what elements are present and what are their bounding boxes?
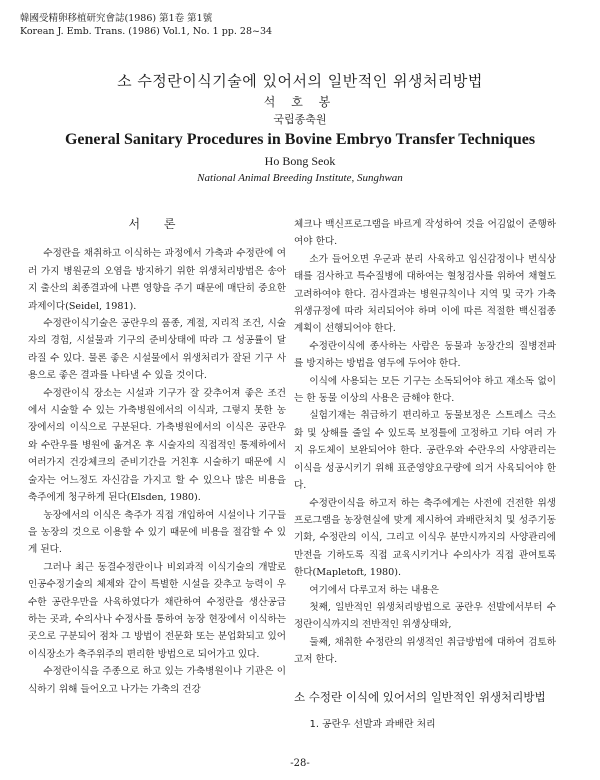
paragraph: 수정란을 채취하고 이식하는 과정에서 가축과 수정란에 여러 가지 병원균의 오염을 방지하기 위한 위생처리방법은 송아지 출산의 최종결과에 나쁜 영향을 주기 때문에 매단히 중요한 과제이다(Seidel, 1981). [28,248,286,312]
paragraph: 둘째, 채취한 수정란의 위생적인 취급방법에 대하여 검토하고저 한다. [294,636,556,666]
author-korean: 석 호 봉 [263,95,337,109]
title-korean: 소 수정란이식기술에 있어서의 일반적인 위생처리방법 [117,72,483,90]
paragraph: 체크나 백신프로그램을 바르게 작성하여 것을 어김없이 준행하여야 한다. [294,219,556,248]
left-column [28,216,286,698]
paragraph: 소가 들어오면 우군과 분리 사육하고 임신감정이나 번식상태를 검사하고 특수질병에 대하여는 혈청검사를 위하여 채혈도 고려하여야 한다. 검사결과는 병원규칙이나 지역 및 국가 가축위생규정에 따라 처리되어야 하며 이에 따른 적절한 백신접종계획이 선행되어야 한다. [294,253,556,335]
subheading: 소 수정란 이식에 있어서의 일반적인 위생처리방법 [294,689,546,704]
author-english: Ho Bong Seok [264,154,336,168]
title-english: General Sanitary Procedures in Bovine Embryo Transfer Techniques [64,131,536,148]
page-number: -28- [290,758,310,769]
paragraph: 수정란이식에 종사하는 사람은 동물과 농장간의 질병전파를 방지하는 방법을 염두에 두어야 한다. [294,340,556,370]
paragraph: 수정란이식을 하고저 하는 축주에게는 사전에 건전한 위생프로그램을 농장현실에 맞게 제시하여 과배란처치 및 성주기동기화, 수정란의 이식, 그리고 이식우 분만시까지의 사양관리에 만전을 기하도록 직접 교육시키거나 수의사가 직접 관여토록 한다(Mapletoft, 1980). [294,497,556,579]
journal-header [20,12,272,38]
paragraph: 농장에서의 이식은 축주가 직접 개입하여 시설이나 기구들을 농장의 것으로 이용할 수 있기 때문에 비용을 절감할 수 있게 된다. [28,509,286,556]
journal-citation-ko: 韓國受精卵移植研究會誌(1986) 第1卷 第1號 [20,13,213,24]
paragraph: 실험기재는 취급하기 편리하고 동물보정은 스트레스 극소화 및 상해를 줄일 수 있도록 보정틀에 고정하고 기타 여러 가지 유도체이 보완되어야 한다. 공란우와 수란우의 사양관리는 이식을 성공시키기 위해 표준영양요구량에 의거 사육되어야 한다. [294,410,556,492]
paragraph: 수정란이식 장소는 시설과 기구가 잘 갖추어져 좋은 조건에서 시술할 수 있는 가축병원에서의 이식과, 그렇지 못한 농장에서의 이식으로 구분된다. 가축병원에서의 이식은 공란우와 수란우를 병원에 옮겨온 후 시술자의 직접적인 통제하에서 여러가지 건강체크의 준비기간을 거친후 시술하기 때문에 시술자는 어느정도 자신감을 가지고 할 수 있으나 많은 비용을 축주에게 청구하게 된다(Elsden, 1980). [28,387,286,504]
journal-citation-en: Korean J. Emb. Trans. (1986) Vol.1, No. 1 pp. 28~34 [20,26,273,37]
paragraph: 첫째, 일반적인 위생처리방법으로 공란우 선발에서부터 수정란이식까지의 전반적인 위생상태와, [294,601,556,631]
paragraph: 그러나 최근 동결수정란이나 비외과적 이식기술의 개발로 인공수정기술의 체제와 같이 특별한 시설을 갖추고 능력이 우수한 공란우만을 사육하였다가 채란하여 수정란을 생산공급 하는 곳과, 수의사나 수정사를 통하여 농장 현장에서 이식하는 곳으로 구분되어 점차 그 방법이 전문화 또는 분업화되고 있어 이식장소가 축주위주의 편리한 방법으로 되어가고 있다. [28,561,286,660]
paragraph: 수정란이식기술은 공란우의 품종, 계절, 지리적 조건, 시술자의 경험, 시설물과 기구의 준비상태에 따라 그 성공률이 달라질 수 있다. 물론 좋은 시설물에서 위생처리가 잘된 기구 사용으로 좋은 결과를 나타낼 수 있을 것이다. [28,318,286,382]
paragraph: 수정란이식을 주종으로 하고 있는 가축병원이나 기관은 이식하기 위해 들어오고 나가는 가축의 건강 [28,666,286,695]
subsection-heading: 1. 공란우 선발과 과배란 처리 [309,718,436,730]
right-column [294,216,556,733]
affiliation-korean: 국립종축원 [273,113,327,126]
section-heading-introduction: 서 론 [128,217,186,231]
paragraph: 이식에 사용되는 모든 기구는 소독되어야 하고 재소독 없이는 한 동물 이상의 사용은 금해야 한다. [294,375,556,405]
affiliation-english: National Animal Breeding Institute, Sunghwan [197,172,403,184]
paragraph: 여기에서 다루고저 하는 내용은 [309,584,439,596]
